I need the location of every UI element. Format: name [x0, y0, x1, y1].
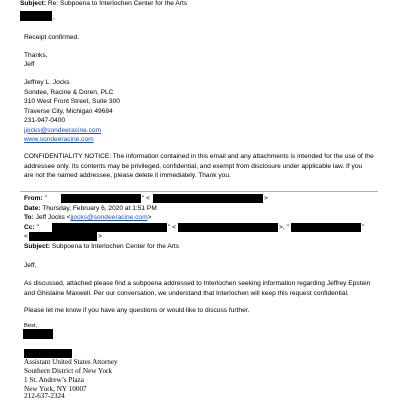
header-date	[24, 204, 157, 214]
sender-street: 1 St. Andrew’s Plaza	[24, 376, 84, 384]
header-subject-label: Subject:	[24, 242, 51, 250]
header-from-end: >	[264, 195, 268, 202]
header-subject-value: Subpoena to Interlochen Center for the Arts	[51, 242, 180, 250]
redaction-sender-signature	[23, 329, 53, 339]
redaction-sender-name	[24, 349, 72, 358]
header-to-name: Jeff Jocks <	[35, 214, 71, 221]
redaction-from-email	[153, 194, 263, 203]
sender-title: Assistant United States Attorney	[24, 358, 118, 366]
header-date-label: Date:	[24, 204, 41, 212]
header-cc-line2-start: <	[24, 233, 28, 240]
sender-office: Southern District of New York	[24, 367, 113, 375]
redaction-cc-name-2	[291, 223, 361, 232]
header-from	[24, 194, 47, 204]
header-cc-mid-1: " <	[168, 223, 177, 231]
signature-name: Jeffrey L. Jocks	[24, 79, 70, 86]
header-date-value: Thursday, February 6, 2020 at 1:51 PM	[42, 204, 157, 212]
original-greeting: Jeff,	[24, 262, 37, 269]
header-cc-label: Cc:	[24, 223, 35, 231]
original-paragraph-2: Please let me know if you have any questions or would like to discuss further.	[24, 307, 250, 314]
original-closing: Best,	[24, 323, 38, 329]
top-subject-label: Subject:	[20, 0, 47, 7]
signature-city: Traverse City, Michigan 49684	[24, 107, 113, 115]
header-to	[24, 213, 151, 223]
original-paragraph-1-line-1: As discussed, attached please find a subpoena addressed to Interlochen seeking information regarding Jeffrey Epstein	[24, 280, 371, 287]
header-cc-line2-end: >	[98, 233, 102, 240]
reply-signoff-thanks: Thanks,	[24, 52, 48, 59]
header-to-label: To:	[24, 214, 34, 221]
redaction-from-name	[61, 194, 141, 203]
signature-phone: 231-947-0400	[24, 117, 66, 124]
redaction-cc-email-2	[29, 232, 97, 241]
top-subject-value: Re: Subpoena to Interlochen Center for the Arts	[47, 0, 188, 7]
redaction-top-sender	[20, 11, 52, 21]
signature-email-link[interactable]: jjocks@sondeeracine.com	[24, 126, 102, 134]
signature-website-link[interactable]: www.sondeeracine.com	[24, 136, 94, 143]
notice-line-1: CONFIDENTIALITY NOTICE: The information contained in this email and any attachments is intended for the use of the	[24, 153, 374, 160]
signature-street: 310 West Front Street, Suite 300	[24, 98, 120, 105]
header-to-end: >	[147, 214, 152, 221]
reply-body: Receipt confirmed.	[24, 34, 79, 41]
top-subject-line	[20, 0, 187, 9]
header-cc-close: "	[362, 223, 365, 231]
signature-firm: Sondee, Racine & Doren, PLC	[24, 88, 114, 96]
redaction-cc-email-1	[178, 223, 278, 232]
header-cc	[24, 223, 39, 233]
header-from-mid: " <	[142, 195, 151, 202]
sender-city: New York, NY 10007	[24, 385, 87, 393]
message-separator	[20, 191, 378, 192]
notice-line-2: addressee only. Its contents may be privileged, confidential, and exempt from disclosure under applicable law. If you	[24, 162, 363, 170]
header-to-email-link[interactable]: jjocks@sondeeracine.com	[70, 214, 148, 221]
top-sender-suffix: ,	[53, 14, 55, 21]
original-paragraph-1-line-2: and Ghislaine Maxwell. Per our conversation, we understand that Interlochen will keep this request confidential.	[24, 289, 349, 297]
header-from-label: From:	[24, 195, 43, 202]
redaction-cc-name-1	[52, 223, 167, 232]
header-cc-mid-2: >, "	[279, 223, 289, 231]
header-from-open: "	[44, 195, 47, 202]
sender-phone: 212-637-2324	[24, 392, 65, 400]
reply-signoff-name: Jeff	[24, 61, 35, 68]
header-cc-open: "	[36, 223, 39, 231]
header-subject	[24, 242, 179, 252]
notice-line-3: are not the named addressee, please delete it immediately. Thank you.	[24, 172, 231, 179]
